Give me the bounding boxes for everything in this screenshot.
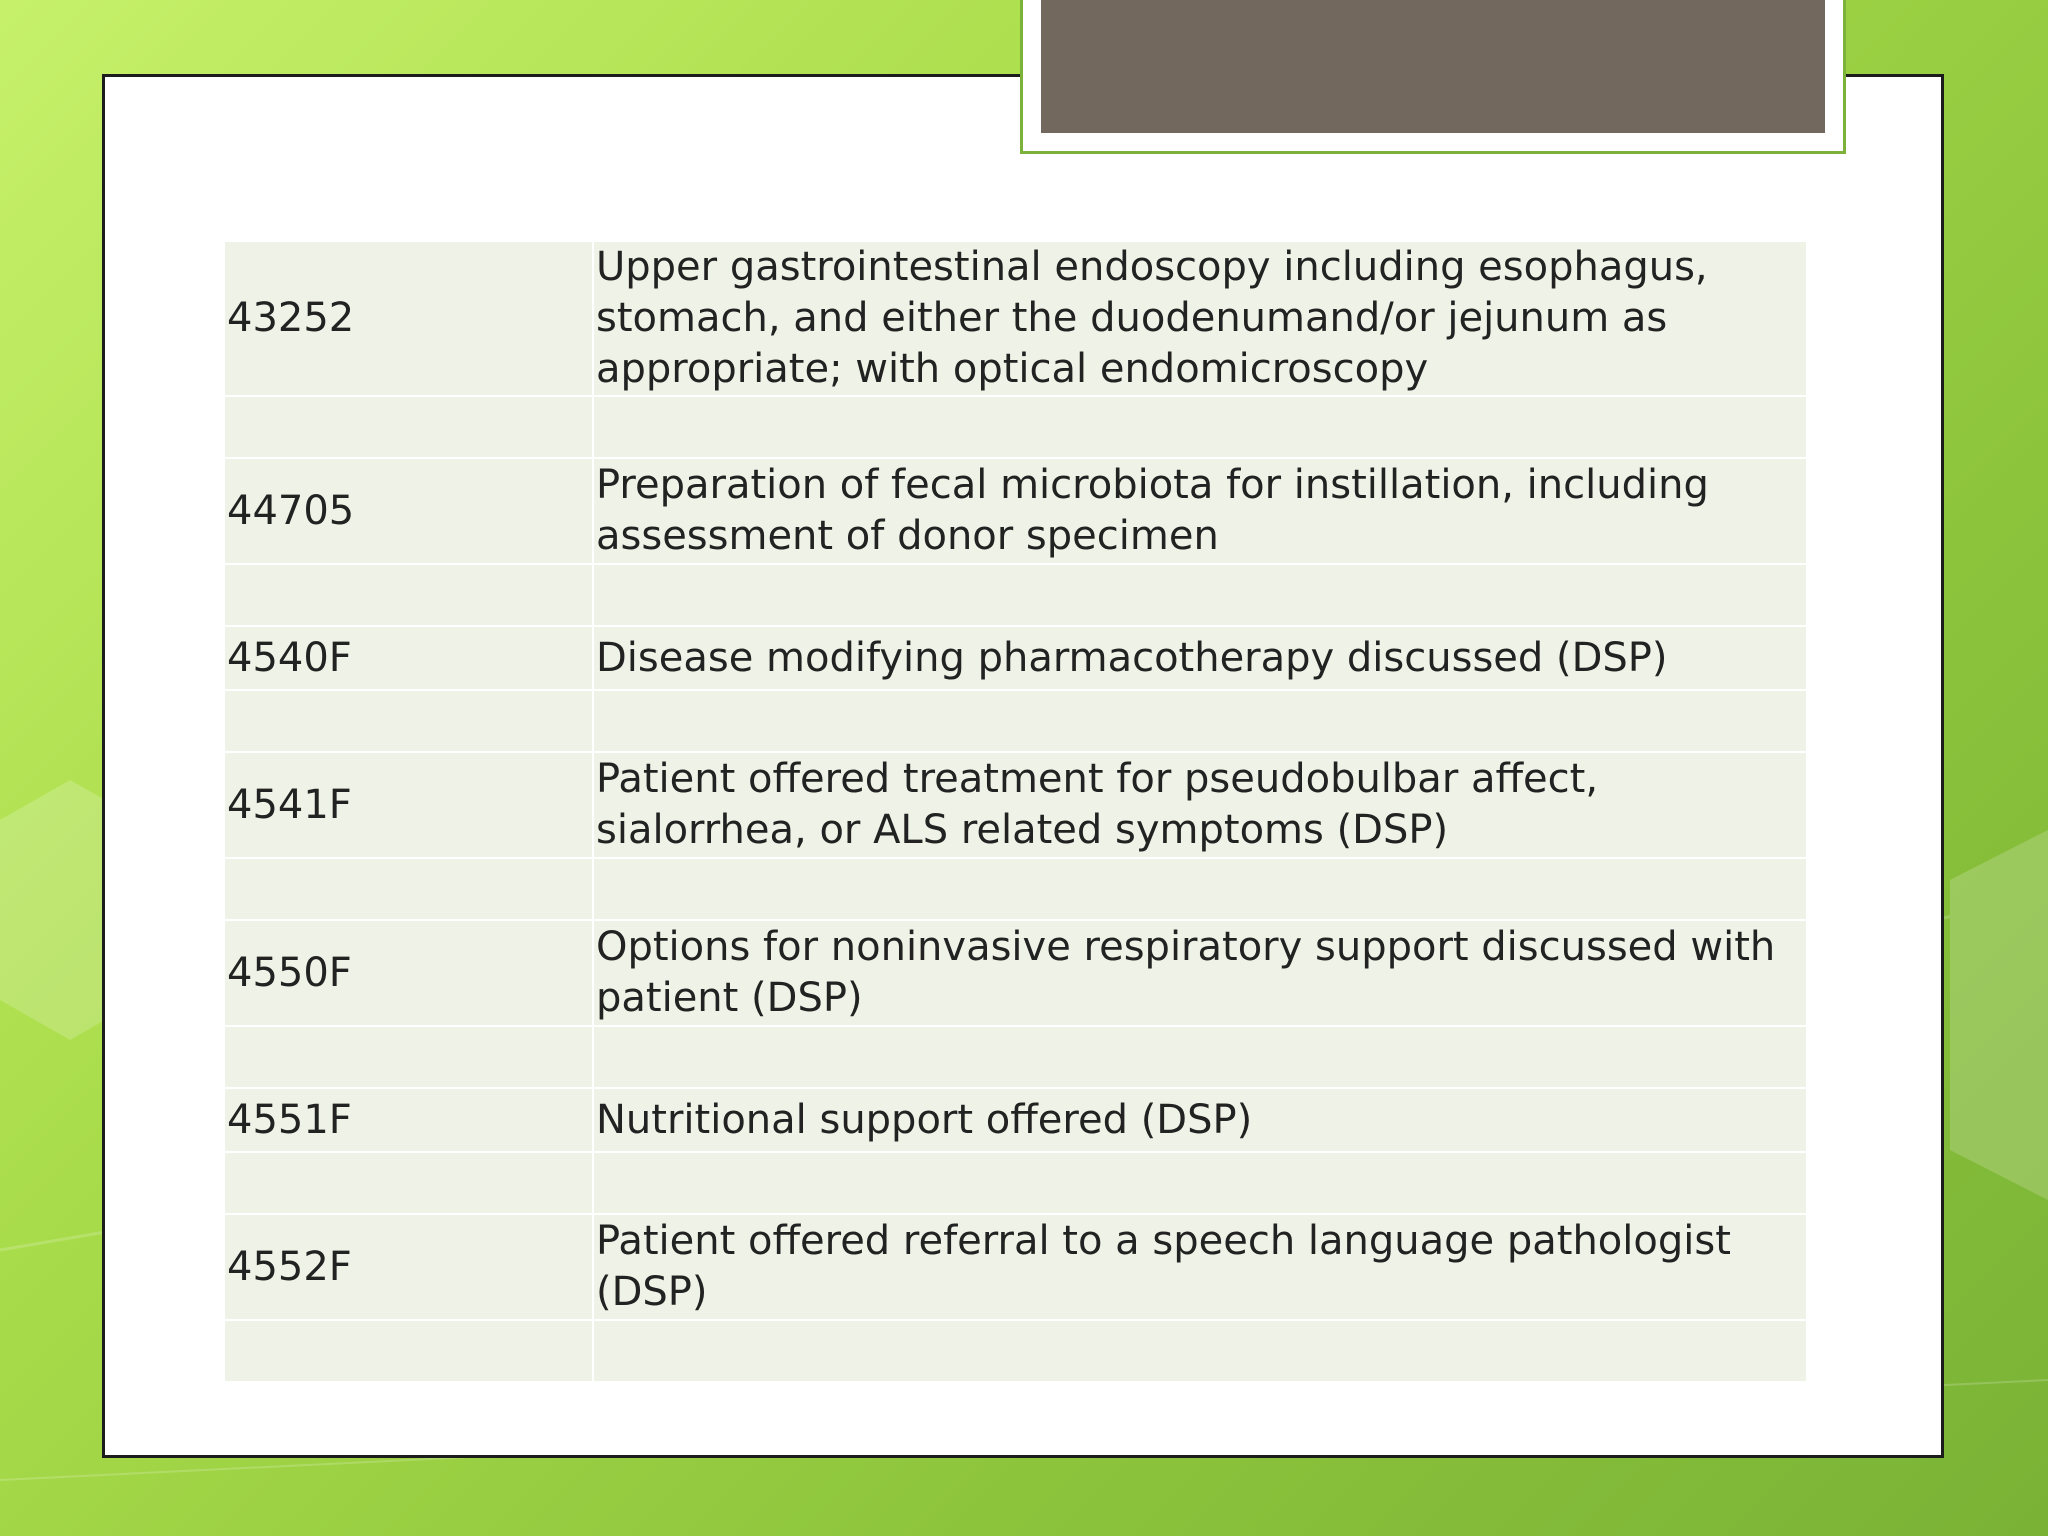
spacer-row bbox=[224, 858, 1807, 920]
empty-cell bbox=[593, 396, 1807, 458]
description-cell: Upper gastrointestinal endoscopy including esophagus, stomach, and either the duodenumand/or jejunum as appropriate; with optical endomicroscopy bbox=[593, 241, 1807, 396]
empty-cell bbox=[224, 1152, 593, 1214]
table-row bbox=[224, 626, 1807, 690]
description-cell: Patient offered treatment for pseudobulbar affect, sialorrhea, or ALS related symptoms (DSP) bbox=[593, 752, 1807, 858]
empty-cell bbox=[224, 1026, 593, 1088]
description-cell: Patient offered referral to a speech language pathologist (DSP) bbox=[593, 1214, 1807, 1320]
empty-cell bbox=[593, 564, 1807, 626]
spacer-row bbox=[224, 1026, 1807, 1088]
procedure-code-table bbox=[223, 240, 1808, 1383]
bg-hexagon-right bbox=[1950, 830, 2048, 1200]
description-cell: Disease modifying pharmacotherapy discussed (DSP) bbox=[593, 626, 1807, 690]
empty-cell bbox=[224, 1320, 593, 1382]
table-row bbox=[224, 1088, 1807, 1152]
description-cell: Options for noninvasive respiratory support discussed with patient (DSP) bbox=[593, 920, 1807, 1026]
code-cell: 4550F bbox=[224, 920, 593, 1026]
description-cell: Preparation of fecal microbiota for instillation, including assessment of donor specimen bbox=[593, 458, 1807, 564]
empty-cell bbox=[593, 858, 1807, 920]
spacer-row bbox=[224, 564, 1807, 626]
table-row bbox=[224, 458, 1807, 564]
spacer-row bbox=[224, 1152, 1807, 1214]
spacer-row bbox=[224, 396, 1807, 458]
description-cell: Nutritional support offered (DSP) bbox=[593, 1088, 1807, 1152]
empty-cell bbox=[593, 690, 1807, 752]
title-tab bbox=[1020, 0, 1846, 154]
spacer-row bbox=[224, 690, 1807, 752]
code-cell: 4540F bbox=[224, 626, 593, 690]
code-cell: 4552F bbox=[224, 1214, 593, 1320]
empty-cell bbox=[593, 1026, 1807, 1088]
empty-cell bbox=[224, 396, 593, 458]
table-row bbox=[224, 241, 1807, 396]
code-cell: 4551F bbox=[224, 1088, 593, 1152]
code-cell: 44705 bbox=[224, 458, 593, 564]
table-row bbox=[224, 920, 1807, 1026]
empty-cell bbox=[224, 690, 593, 752]
code-cell: 43252 bbox=[224, 241, 593, 396]
spacer-row bbox=[224, 1320, 1807, 1382]
code-cell: 4541F bbox=[224, 752, 593, 858]
empty-cell bbox=[224, 858, 593, 920]
table-row bbox=[224, 1214, 1807, 1320]
table-row bbox=[224, 752, 1807, 858]
title-placeholder bbox=[1041, 0, 1825, 133]
empty-cell bbox=[224, 564, 593, 626]
empty-cell bbox=[593, 1320, 1807, 1382]
empty-cell bbox=[593, 1152, 1807, 1214]
